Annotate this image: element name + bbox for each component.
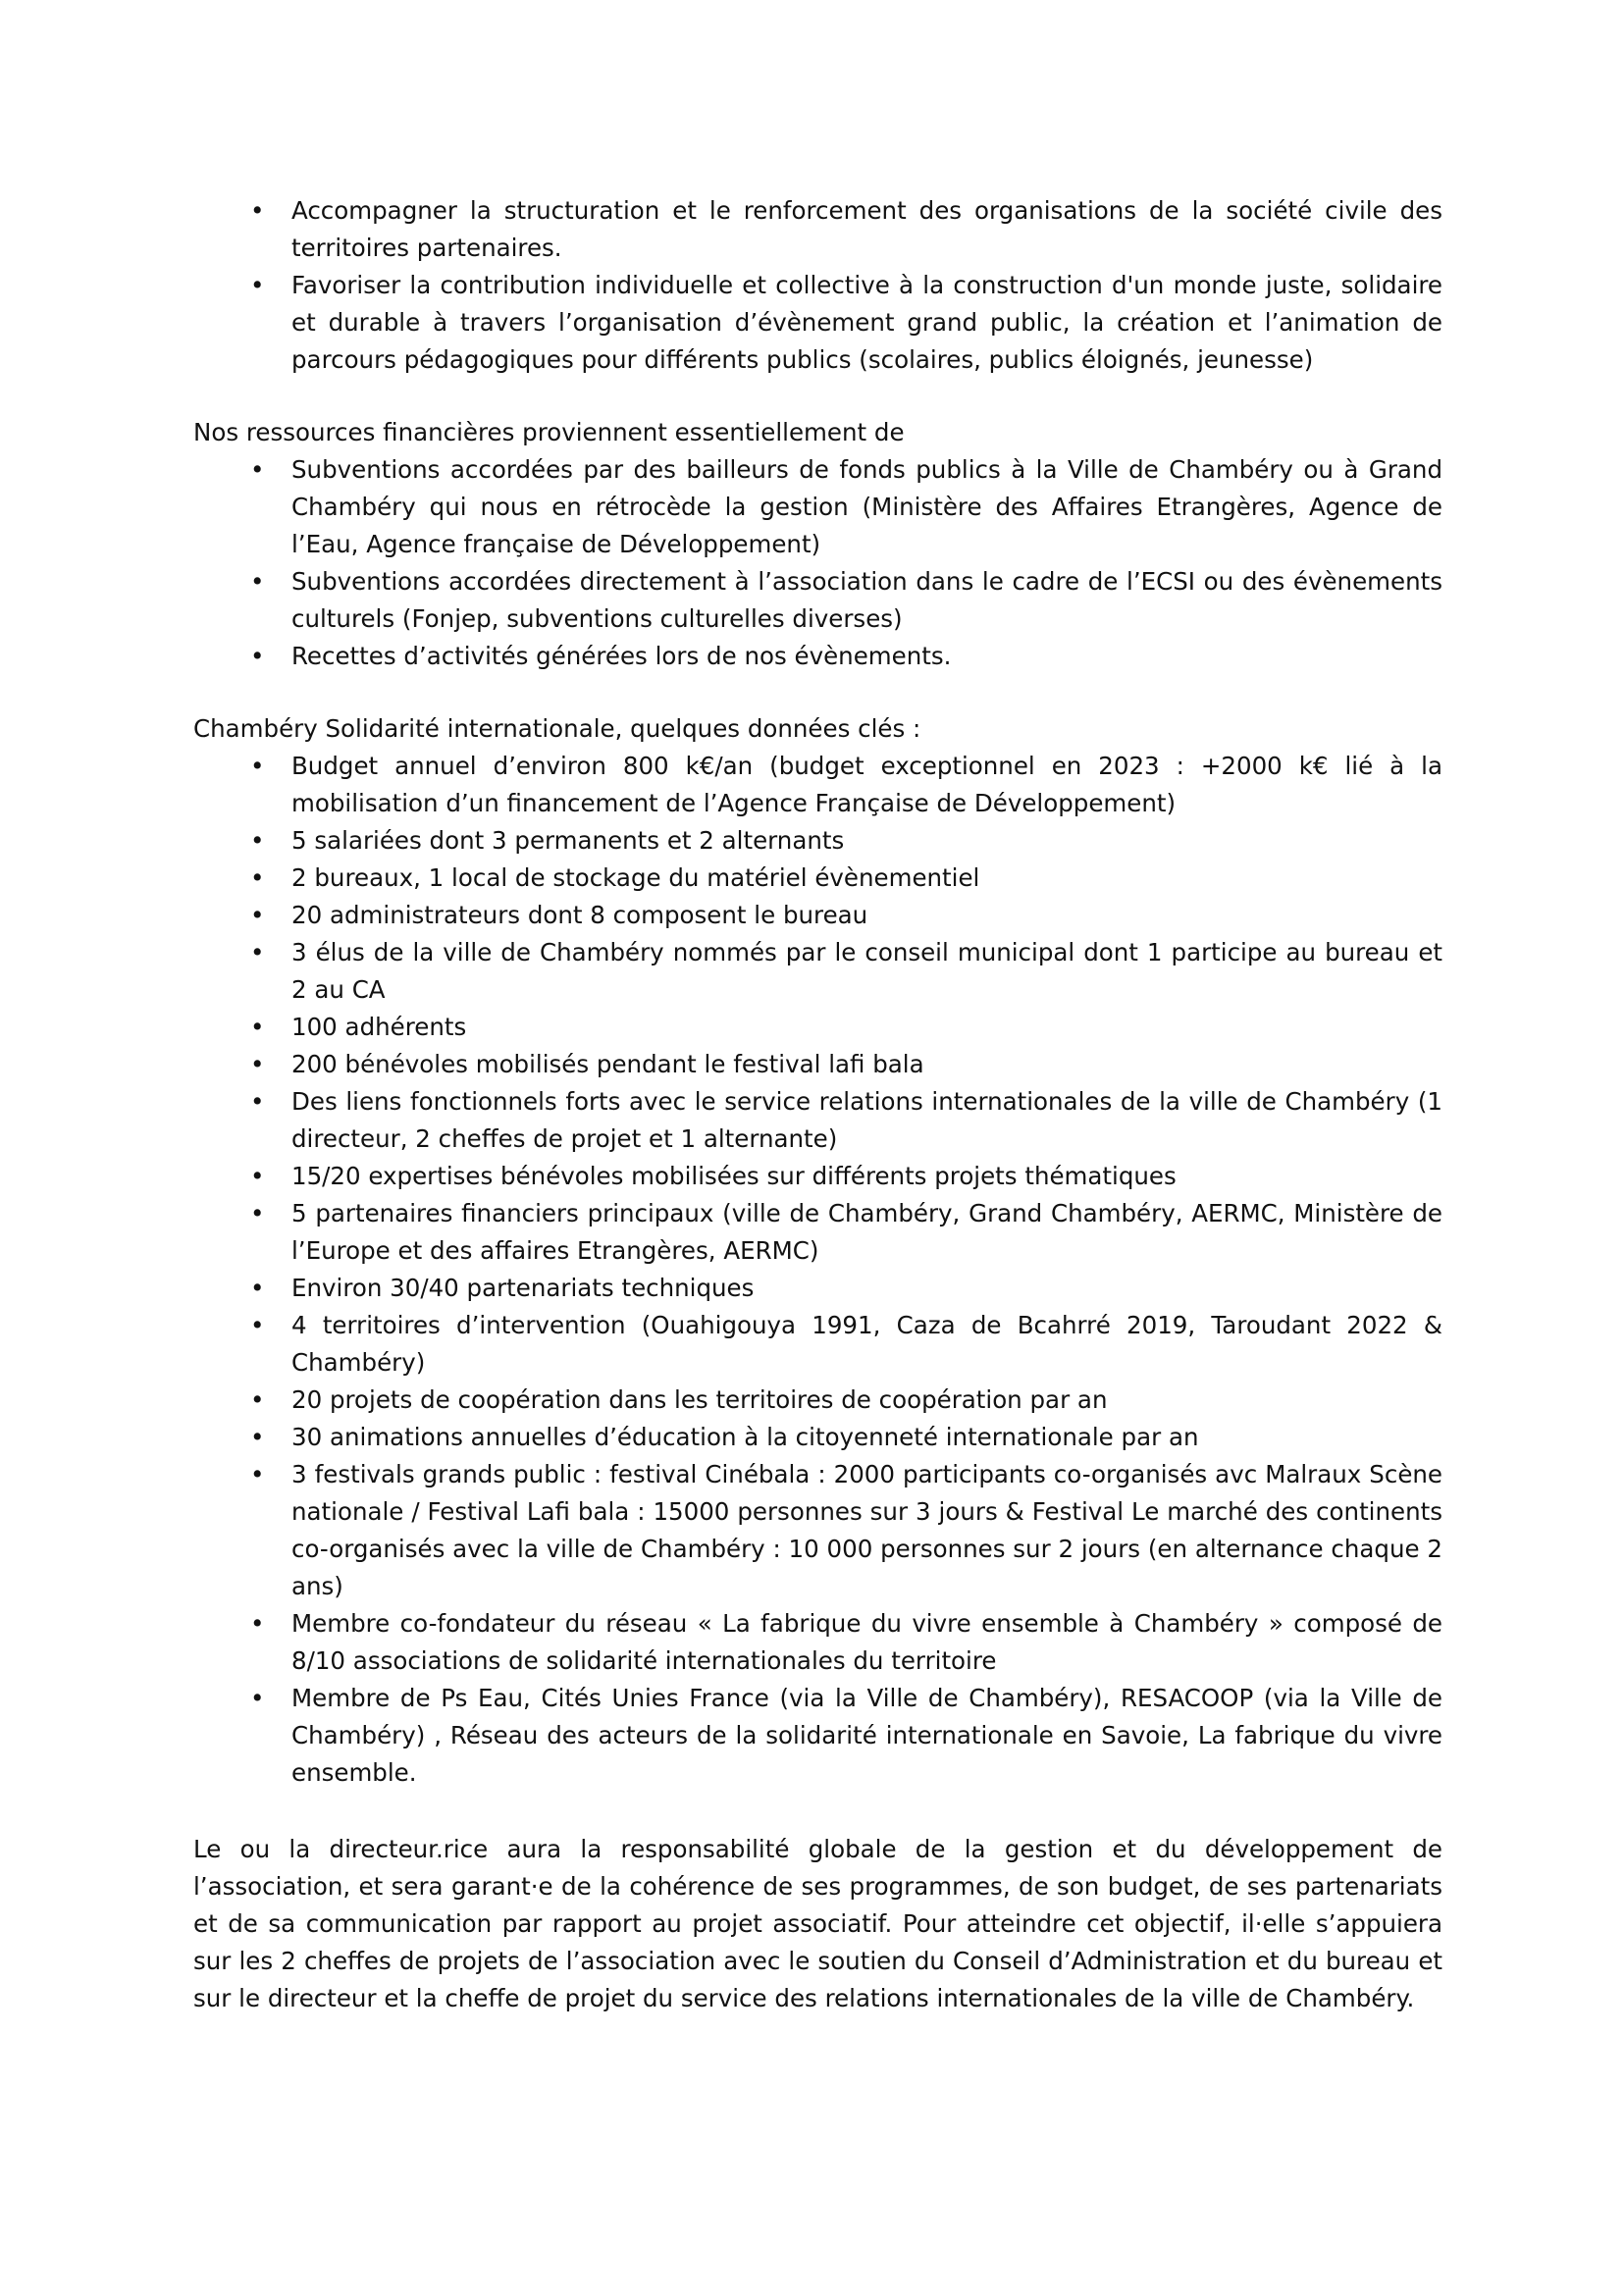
- list-item: • Accompagner la structuration et le renforcement des organisations de la société civile des territoires partenaires.: [193, 192, 1442, 267]
- bullet-icon: •: [250, 642, 265, 670]
- list-item: • 2 bureaux, 1 local de stockage du matériel évènementiel: [193, 860, 1442, 897]
- list-item: • 30 animations annuelles d’éducation à la citoyenneté internationale par an: [193, 1419, 1442, 1456]
- closing-paragraph: Le ou la directeur.rice aura la responsabilité globale de la gestion et du développement de l’association, et sera garant·e de la cohérence de ses programmes, de son budget, de ses partenariats et de sa communication par rapport au projet associatif. Pour atteindre cet objectif, il·elle s’appuiera sur les 2 cheffes de projets de l’association avec le soutien du Conseil d’Administration et du bureau et sur le directeur et la cheffe de projet du service des relations internationales de la ville de Chambéry.: [193, 1835, 1442, 2012]
- bullet-icon: •: [250, 1460, 265, 1488]
- bullet-icon: •: [250, 1274, 265, 1302]
- cles-heading: Chambéry Solidarité internationale, quelques données clés :: [193, 714, 921, 743]
- list-item: • 100 adhérents: [193, 1009, 1442, 1046]
- list-item: • Membre de Ps Eau, Cités Unies France (via la Ville de Chambéry), RESACOOP (via la Ville de Chambéry) , Réseau des acteurs de la solidarité internationale en Savoie, La fabrique du vivre ensemble.: [193, 1680, 1442, 1792]
- bullet-icon: •: [250, 1684, 265, 1712]
- list-item: • 200 bénévoles mobilisés pendant le festival lafi bala: [193, 1046, 1442, 1083]
- list-item: • Des liens fonctionnels forts avec le service relations internationales de la ville de Chambéry (1 directeur, 2 cheffes de projet et 1 alternante): [193, 1083, 1442, 1158]
- intro-list: [193, 192, 1442, 379]
- list-item: • Environ 30/40 partenariats techniques: [193, 1270, 1442, 1307]
- bullet-icon: •: [250, 938, 265, 966]
- list-item: • 20 administrateurs dont 8 composent le bureau: [193, 897, 1442, 934]
- bullet-icon: •: [250, 567, 265, 596]
- bullet-icon: •: [250, 1199, 265, 1227]
- list-item: • 3 élus de la ville de Chambéry nommés par le conseil municipal dont 1 participe au bureau et 2 au CA: [193, 934, 1442, 1009]
- list-item: • 3 festivals grands public : festival Cinébala : 2000 participants co-organisés avc Malraux Scène nationale / Festival Lafi bala : 15000 personnes sur 3 jours & Festival Le marché des continents co-organisés avec la ville de Chambéry : 10 000 personnes sur 2 jours (en alternance chaque 2 ans): [193, 1456, 1442, 1605]
- bullet-icon: •: [250, 455, 265, 484]
- bullet-icon: •: [250, 1385, 265, 1414]
- list-item: • 5 salariées dont 3 permanents et 2 alternants: [193, 822, 1442, 860]
- list-item: • 4 territoires d’intervention (Ouahigouya 1991, Caza de Bcahrré 2019, Taroudant 2022 & Chambéry): [193, 1307, 1442, 1382]
- list-item: • Subventions accordées par des bailleurs de fonds publics à la Ville de Chambéry ou à Grand Chambéry qui nous en rétrocède la gestion (Ministère des Affaires Etrangères, Agence de l’Eau, Agence française de Développement): [193, 451, 1442, 563]
- list-item: • Budget annuel d’environ 800 k€/an (budget exceptionnel en 2023 : +2000 k€ lié à la mobilisation d’un financement de l’Agence Française de Développement): [193, 748, 1442, 822]
- bullet-icon: •: [250, 863, 265, 892]
- bullet-icon: •: [250, 826, 265, 855]
- bullet-icon: •: [250, 1087, 265, 1116]
- document-page: [193, 192, 1442, 2017]
- bullet-icon: •: [250, 752, 265, 780]
- bullet-icon: •: [250, 1609, 265, 1638]
- list-item: • Recettes d’activités générées lors de nos évènements.: [193, 638, 1442, 675]
- list-item: • 15/20 expertises bénévoles mobilisées sur différents projets thématiques: [193, 1158, 1442, 1195]
- bullet-icon: •: [250, 271, 265, 299]
- bullet-icon: •: [250, 1013, 265, 1041]
- list-item: • Membre co-fondateur du réseau « La fabrique du vivre ensemble à Chambéry » composé de 8/10 associations de solidarité internationales du territoire: [193, 1605, 1442, 1680]
- ressources-list: [193, 451, 1442, 675]
- list-item: • Subventions accordées directement à l’association dans le cadre de l’ECSI ou des évènements culturels (Fonjep, subventions culturelles diverses): [193, 563, 1442, 638]
- bullet-icon: •: [250, 1050, 265, 1078]
- bullet-icon: •: [250, 901, 265, 929]
- cles-list: [193, 748, 1442, 1792]
- list-item: • 20 projets de coopération dans les territoires de coopération par an: [193, 1382, 1442, 1419]
- bullet-icon: •: [250, 196, 265, 225]
- bullet-icon: •: [250, 1311, 265, 1339]
- list-item: • 5 partenaires financiers principaux (ville de Chambéry, Grand Chambéry, AERMC, Ministère de l’Europe et des affaires Etrangères, AERMC): [193, 1195, 1442, 1270]
- ressources-heading: Nos ressources financières proviennent essentiellement de: [193, 418, 905, 446]
- bullet-icon: •: [250, 1423, 265, 1451]
- bullet-icon: •: [250, 1162, 265, 1190]
- list-item: • Favoriser la contribution individuelle et collective à la construction d'un monde juste, solidaire et durable à travers l’organisation d’évènement grand public, la création et l’animation de parcours pédagogiques pour différents publics (scolaires, publics éloignés, jeunesse): [193, 267, 1442, 379]
